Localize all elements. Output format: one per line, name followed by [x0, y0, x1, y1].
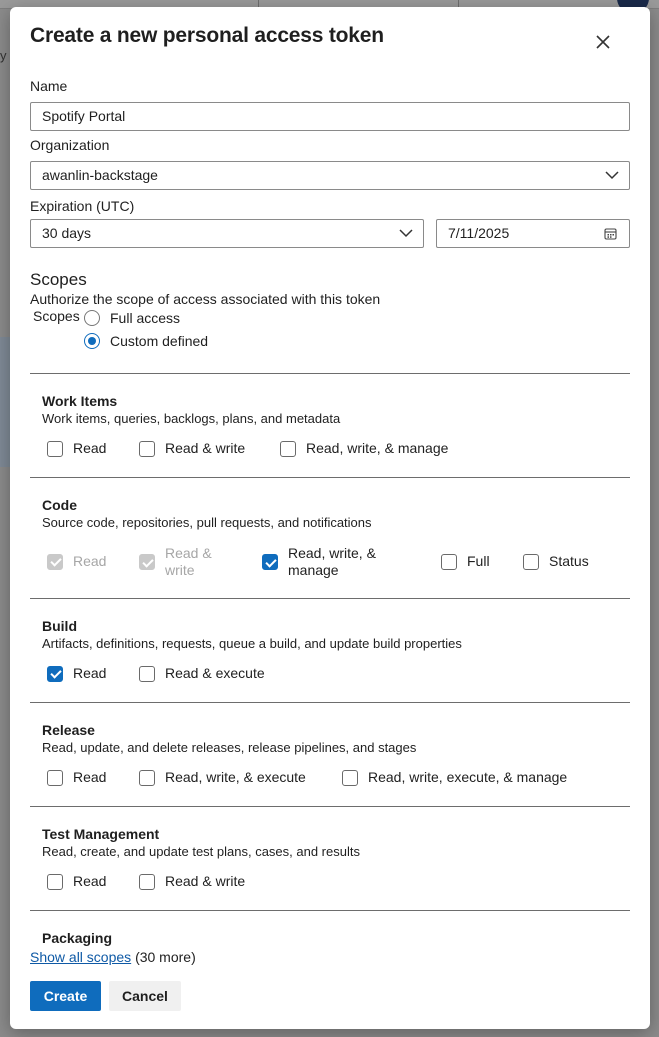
scopes-list[interactable]: [10, 373, 650, 946]
scopes-radio-label: Scopes: [33, 308, 80, 324]
checkbox-code-read: [47, 553, 106, 570]
scopes-description: Authorize the scope of access associated with this token: [30, 291, 381, 307]
checkbox-test-read[interactable]: [47, 873, 106, 890]
organization-value: awanlin-backstage: [42, 167, 158, 183]
checkbox-label: Status: [549, 553, 589, 569]
scope-group-test-management: [42, 826, 622, 859]
checkbox-label: Read & write: [165, 545, 212, 578]
checkbox: [139, 554, 155, 570]
name-label: Name: [30, 78, 68, 94]
name-input-value: Spotify Portal: [42, 108, 126, 124]
scope-group-work-items: [42, 393, 622, 426]
expiration-date-value: 7/11/2025: [448, 225, 510, 241]
scope-group-description: Artifacts, definitions, requests, queue a build, and update build properties: [42, 636, 462, 651]
expiration-value: 30 days: [42, 225, 92, 241]
checkbox-code-status[interactable]: [523, 553, 589, 570]
divider: [30, 373, 630, 374]
radio-full-access[interactable]: [84, 310, 180, 326]
checkbox-work-items-manage[interactable]: [280, 440, 448, 457]
checkbox-label: Read: [73, 553, 107, 569]
checkbox[interactable]: [47, 874, 63, 890]
backdrop-text-fragment: y: [0, 48, 7, 63]
checkbox-code-manage[interactable]: [262, 545, 392, 579]
name-input[interactable]: [30, 102, 630, 131]
close-button[interactable]: [590, 33, 616, 53]
dialog-title: Create a new personal access token: [30, 24, 384, 47]
checkbox-label: Read, write, execute, & manage: [368, 769, 568, 785]
checkbox-label: Read & execute: [165, 665, 265, 681]
checkbox-label: Full: [467, 553, 490, 569]
create-token-dialog: [10, 7, 650, 1029]
scope-group-title: Test Management: [42, 826, 160, 842]
expiration-label: Expiration (UTC): [30, 198, 135, 214]
backdrop-panel: [0, 337, 10, 467]
create-button[interactable]: Create: [30, 981, 101, 1011]
expiration-date-input[interactable]: [436, 219, 630, 248]
checkbox-work-items-read[interactable]: [47, 440, 106, 457]
checkbox-work-items-read-write[interactable]: [139, 440, 245, 457]
checkbox[interactable]: [280, 441, 296, 457]
scope-group-build: [42, 618, 622, 651]
checkbox[interactable]: [523, 554, 539, 570]
checkbox[interactable]: [139, 770, 155, 786]
expiration-select[interactable]: [30, 219, 424, 248]
radio-label: Full access: [110, 310, 181, 326]
checkbox-label: Read: [73, 873, 107, 889]
radio-circle[interactable]: [84, 310, 100, 326]
checkbox-label: Read & write: [165, 873, 246, 889]
scope-group-packaging: [42, 930, 622, 946]
show-all-scopes: [30, 949, 196, 965]
radio-label: Custom defined: [110, 333, 209, 349]
show-all-scopes-link[interactable]: Show all scopes: [30, 949, 132, 965]
divider: [30, 477, 630, 478]
scope-group-title: Code: [42, 497, 77, 513]
checkbox-label: Read: [73, 665, 107, 681]
chevron-down-icon: [605, 170, 619, 180]
calendar-icon[interactable]: [604, 227, 617, 240]
cancel-button[interactable]: Cancel: [109, 981, 181, 1011]
scope-group-title: Packaging: [42, 930, 113, 946]
scope-group-title: Release: [42, 722, 95, 738]
checkbox-code-full[interactable]: [441, 553, 490, 570]
checkbox[interactable]: [47, 770, 63, 786]
checkbox-label: Read: [73, 769, 107, 785]
checkbox-label: Read, write, & manage: [288, 545, 376, 578]
checkbox-release-read[interactable]: [47, 769, 106, 786]
divider: [30, 806, 630, 807]
checkbox-code-read-write: [139, 545, 229, 579]
scopes-heading: Scopes: [30, 270, 87, 289]
checkbox-label: Read, write, & manage: [306, 440, 449, 456]
checkbox[interactable]: [47, 441, 63, 457]
organization-select[interactable]: [30, 161, 630, 190]
checkbox[interactable]: [47, 666, 63, 682]
checkbox-label: Read, write, & execute: [165, 769, 306, 785]
more-scopes-count: (30 more): [135, 949, 196, 965]
checkbox[interactable]: [139, 666, 155, 682]
checkbox[interactable]: [139, 441, 155, 457]
checkbox: [47, 554, 63, 570]
divider: [30, 910, 630, 911]
checkbox-test-read-write[interactable]: [139, 873, 245, 890]
scope-group-title: Build: [42, 618, 77, 634]
scope-group-description: Source code, repositories, pull requests, and notifications: [42, 515, 372, 530]
checkbox-label: Read: [73, 440, 107, 456]
chevron-down-icon: [399, 228, 413, 238]
scope-group-description: Read, create, and update test plans, cases, and results: [42, 844, 360, 859]
checkbox-build-read-execute[interactable]: [139, 665, 265, 682]
radio-custom-defined[interactable]: [84, 333, 208, 349]
checkbox-label: Read & write: [165, 440, 246, 456]
scope-group-description: Work items, queries, backlogs, plans, and metadata: [42, 411, 341, 426]
scope-group-title: Work Items: [42, 393, 118, 409]
checkbox-release-manage[interactable]: [342, 769, 567, 786]
scope-group-release: [42, 722, 622, 755]
divider: [30, 598, 630, 599]
checkbox[interactable]: [342, 770, 358, 786]
close-icon: [596, 35, 610, 49]
checkbox-release-read-write-execute[interactable]: [139, 769, 306, 786]
checkbox-build-read[interactable]: [47, 665, 106, 682]
checkbox[interactable]: [262, 554, 278, 570]
checkbox[interactable]: [441, 554, 457, 570]
checkbox[interactable]: [139, 874, 155, 890]
scope-group-code: [42, 497, 622, 530]
divider: [30, 702, 630, 703]
organization-label: Organization: [30, 137, 110, 153]
scope-group-description: Read, update, and delete releases, release pipelines, and stages: [42, 740, 417, 755]
radio-circle[interactable]: [84, 333, 100, 349]
